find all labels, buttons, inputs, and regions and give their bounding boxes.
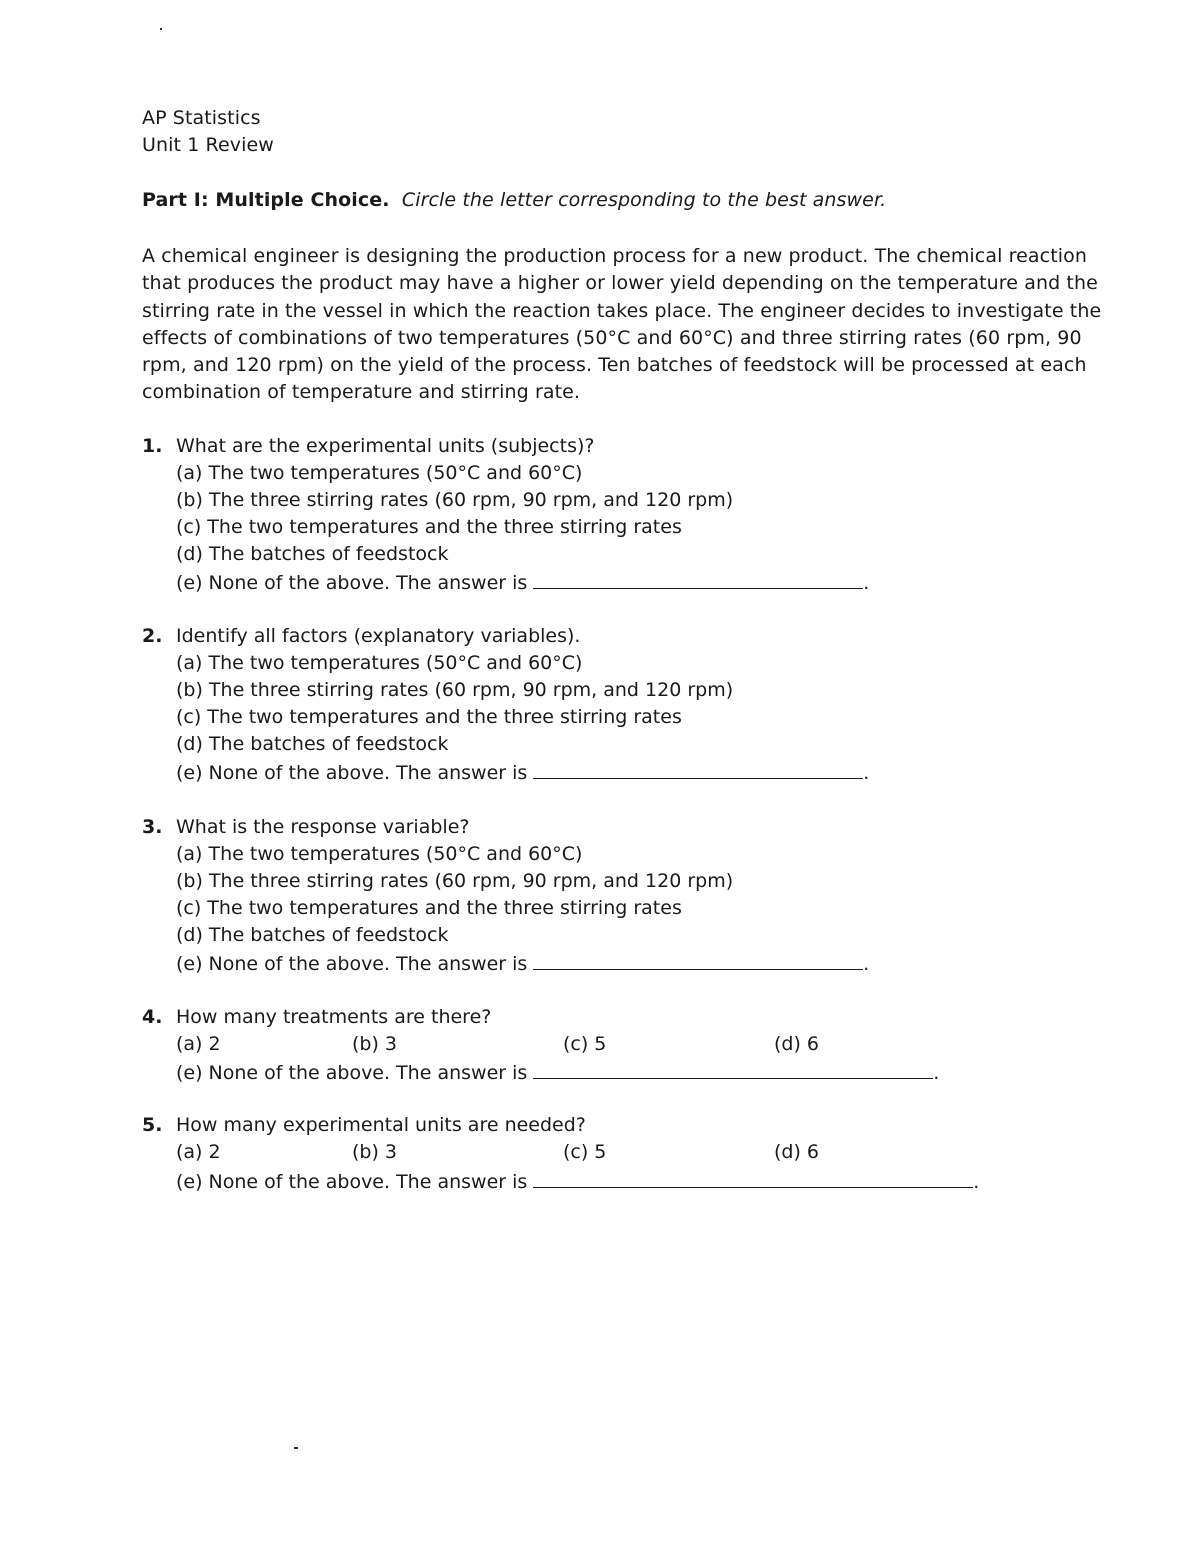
option-e-label: (e) None of the above. The answer is — [176, 1062, 528, 1084]
option-d[interactable]: (d) The batches of feedstock — [176, 543, 449, 565]
option-e[interactable]: (e) None of the above. The answer is . — [176, 758, 869, 787]
option-c[interactable]: (c) The two temperatures and the three stirring rates — [176, 706, 682, 728]
option-b[interactable]: (b) The three stirring rates (60 rpm, 90 rpm, and 120 rpm) — [176, 489, 734, 511]
option-e-label: (e) None of the above. The answer is — [176, 953, 528, 975]
option-c[interactable]: (c) The two temperatures and the three stirring rates — [176, 897, 682, 919]
question-text: What are the experimental units (subjects)? — [176, 435, 595, 457]
question-text: What is the response variable? — [176, 816, 470, 838]
option-b[interactable]: (b) The three stirring rates (60 rpm, 90 rpm, and 120 rpm) — [176, 870, 734, 892]
question-number: 2. — [142, 625, 163, 647]
option-a[interactable]: (a) The two temperatures (50°C and 60°C) — [176, 652, 583, 674]
option-a[interactable]: (a) 2 — [176, 1033, 221, 1055]
option-a[interactable]: (a) The two temperatures (50°C and 60°C) — [176, 843, 583, 865]
option-b[interactable]: (b) 3 — [352, 1141, 398, 1163]
option-b[interactable]: (b) The three stirring rates (60 rpm, 90 rpm, and 120 rpm) — [176, 679, 734, 701]
scan-speck — [294, 1447, 298, 1449]
answer-blank[interactable] — [533, 1058, 933, 1079]
option-e[interactable]: (e) None of the above. The answer is . — [176, 949, 869, 978]
option-c[interactable]: (c) The two temperatures and the three stirring rates — [176, 516, 682, 538]
option-c[interactable]: (c) 5 — [563, 1033, 607, 1055]
question-number: 3. — [142, 816, 163, 838]
question-number: 4. — [142, 1006, 163, 1028]
part-instruction: Circle the letter corresponding to the best answer. — [401, 189, 887, 211]
option-a[interactable]: (a) 2 — [176, 1141, 221, 1163]
part-label: Part I: Multiple Choice. — [142, 189, 390, 211]
question-number: 5. — [142, 1114, 163, 1136]
option-d[interactable]: (d) The batches of feedstock — [176, 924, 449, 946]
question-number: 1. — [142, 435, 163, 457]
part-heading — [142, 187, 886, 214]
question-text: How many treatments are there? — [176, 1006, 492, 1028]
course-title: AP Statistics — [142, 107, 261, 129]
option-e-label: (e) None of the above. The answer is — [176, 762, 528, 784]
option-e[interactable]: (e) None of the above. The answer is . — [176, 1058, 939, 1087]
option-a[interactable]: (a) The two temperatures (50°C and 60°C) — [176, 462, 583, 484]
answer-blank[interactable] — [533, 1167, 973, 1188]
option-c[interactable]: (c) 5 — [563, 1141, 607, 1163]
question-text: Identify all factors (explanatory variables). — [176, 625, 581, 647]
question-text: How many experimental units are needed? — [176, 1114, 586, 1136]
option-b[interactable]: (b) 3 — [352, 1033, 398, 1055]
option-e-label: (e) None of the above. The answer is — [176, 572, 528, 594]
option-d[interactable]: (d) 6 — [774, 1033, 820, 1055]
answer-blank[interactable] — [533, 568, 863, 589]
option-e[interactable]: (e) None of the above. The answer is . — [176, 568, 869, 597]
option-e-label: (e) None of the above. The answer is — [176, 1171, 528, 1193]
option-e[interactable]: (e) None of the above. The answer is . — [176, 1167, 979, 1196]
scan-speck — [160, 28, 162, 30]
intro-paragraph: A chemical engineer is designing the production process for a new product. The chemical reaction that produces the product may have a higher or lower yield depending on the temperature and the stirring rate in the vessel in which the reaction takes place. The engineer decides to investigate the effects of combinations of two temperatures (50°C and 60°C) and three stirring rates (60 rpm, 90 rpm, and 120 rpm) on the yield of the process. Ten batches of feedstock will be processed at each combination of temperature and stirring rate. — [142, 245, 1102, 404]
unit-title: Unit 1 Review — [142, 134, 274, 156]
answer-blank[interactable] — [533, 758, 863, 779]
option-d[interactable]: (d) The batches of feedstock — [176, 733, 449, 755]
answer-blank[interactable] — [533, 949, 863, 970]
option-d[interactable]: (d) 6 — [774, 1141, 820, 1163]
